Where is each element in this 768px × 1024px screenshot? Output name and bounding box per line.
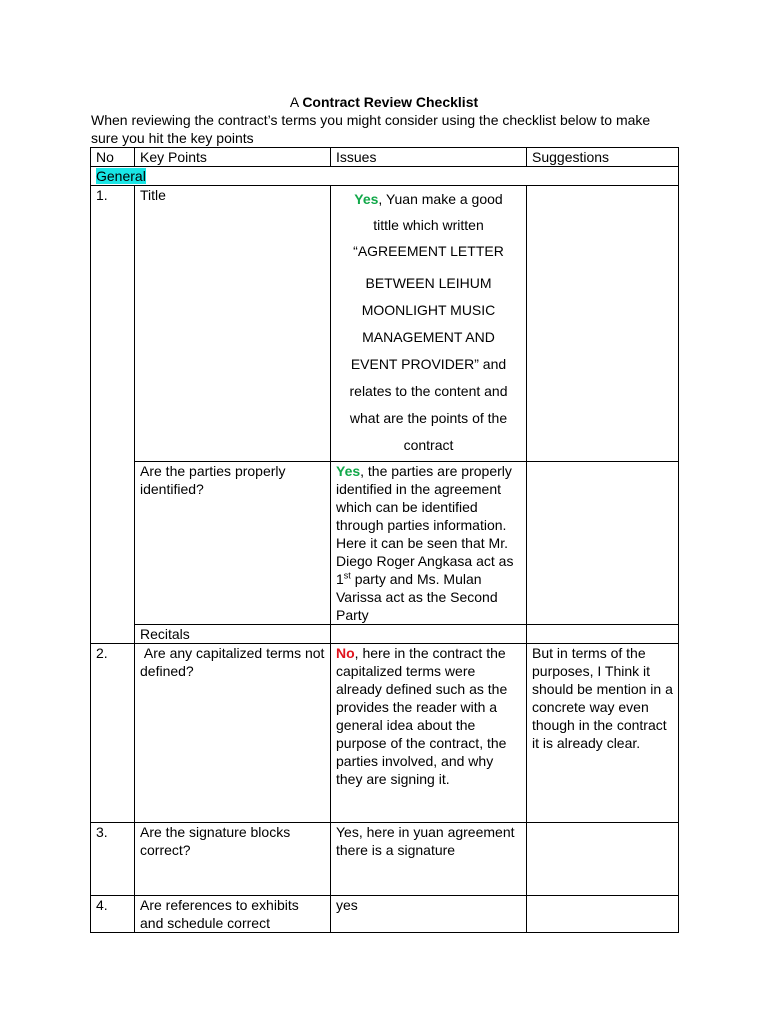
row1b-no: [91, 462, 135, 625]
row2-key: Are any capitalized terms not defined?: [135, 644, 331, 823]
row4-suggestion: [527, 896, 679, 933]
row2-no: 2.: [91, 644, 135, 823]
row2-issue: [331, 644, 527, 823]
header-row: [91, 148, 679, 167]
header-no: No: [91, 148, 135, 167]
table-row-signature: [91, 823, 679, 896]
row4-issue: yes: [331, 896, 527, 933]
table-row-recitals: [91, 625, 679, 644]
section-row-general: [91, 167, 679, 186]
row1-issue-line3: “AGREEMENT LETTER: [353, 243, 504, 259]
row1b-issue: [331, 462, 527, 625]
recitals-suggestion: [527, 625, 679, 644]
row1b-issue-sup: st: [343, 570, 351, 581]
row3-key: Are the signature blocks correct?: [135, 823, 331, 896]
header-key-points: Key Points: [135, 148, 331, 167]
title-bold: Contract Review Checklist: [302, 94, 479, 110]
document-title: [0, 94, 768, 111]
row1-suggestion: [527, 186, 679, 462]
row1-issue: [331, 186, 527, 462]
row4-key: Are references to exhibits and schedule correct: [135, 896, 331, 933]
row1-issue-line2: tittle which written: [373, 217, 484, 233]
intro-paragraph: When reviewing the contract’s terms you might consider using the checklist below to make sure you hit the key points: [91, 112, 651, 146]
row2-issue-text: , here in the contract the capitalized terms were already defined such as the provides the reader with a general idea about the purpose of the contract, the parties involved, and why they are signing it.: [336, 645, 508, 787]
row1-issue-line10: contract: [403, 437, 454, 453]
row3-issue: Yes, here in yuan agreement there is a signature: [331, 823, 527, 896]
yes-mark: Yes: [354, 191, 379, 207]
table-row-exhibits: [91, 896, 679, 933]
row4-no: 4.: [91, 896, 135, 933]
table-row-title: [91, 186, 679, 462]
row1b-key: Are the parties properly identified?: [135, 462, 331, 625]
row1-issue-line9: what are the points of the: [349, 410, 508, 426]
section-general-cell: [91, 167, 679, 186]
title-prefix: A: [289, 94, 299, 110]
recitals-issue: [331, 625, 527, 644]
row1b-issue-text2: party and Ms. Mulan Varissa act as the Second Party: [336, 571, 498, 623]
row2-suggestion: But in terms of the purposes, I Think it should be mention in a concrete way even though in the contract it is already clear.: [527, 644, 679, 823]
row1-issue-line5: MOONLIGHT MUSIC: [361, 302, 496, 318]
row1-issue-line4: BETWEEN LEIHUM: [365, 275, 492, 291]
recitals-no: [91, 625, 135, 644]
table-row-parties: [91, 462, 679, 625]
header-suggestions: Suggestions: [527, 148, 679, 167]
row1b-suggestion: [527, 462, 679, 625]
table-row-capitalized: [91, 644, 679, 823]
row1-issue-text1: , Yuan make a good: [378, 191, 503, 207]
row1-no: 1.: [91, 186, 135, 462]
row1-issue-line6: MANAGEMENT AND: [362, 329, 495, 345]
row1-issue-line1: [336, 186, 521, 212]
yes-mark: Yes: [336, 463, 361, 479]
row1-issue-line8: relates to the content and: [349, 383, 508, 399]
row3-suggestion: [527, 823, 679, 896]
row1b-issue-text: , the parties are properly identified in the agreement which can be identified through parties information. Here it can be seen that Mr. Diego Roger Angkasa act as 1: [336, 463, 514, 587]
section-general-label: General: [96, 168, 146, 184]
row1-key: Title: [135, 186, 331, 462]
no-mark: No: [336, 645, 355, 661]
row1-issue-line7: EVENT PROVIDER” and: [350, 356, 507, 372]
row3-no: 3.: [91, 823, 135, 896]
checklist-table: [90, 147, 679, 933]
recitals-label: Recitals: [135, 625, 331, 644]
header-issues: Issues: [331, 148, 527, 167]
